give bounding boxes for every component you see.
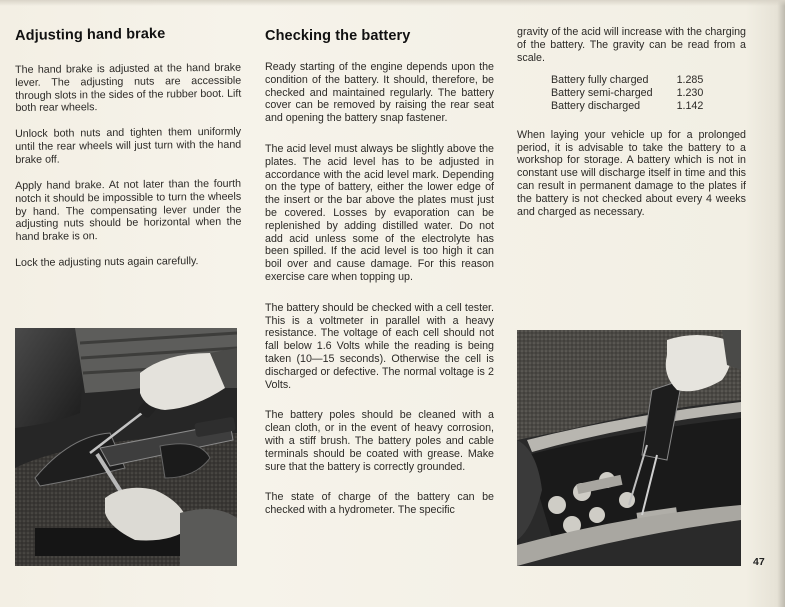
paragraph: The hand brake is adjusted at the hand brake lever. The adjusting nuts are accessible through slots in the sides of the rubber boot. Lift both rear wheels. <box>15 61 242 115</box>
paragraph: Apply hand brake. At not later than the fourth notch it should be impossible to turn the wheels by hand. The compensating lever under the adjusting nuts should be horizontal when the hand brake is on. <box>15 177 242 243</box>
gravity-label: Battery semi-charged <box>551 87 653 100</box>
section-heading-battery: Checking the battery <box>265 28 411 44</box>
battery-illustration <box>517 330 741 566</box>
paragraph: The acid level must always be slightly above the plates. The acid level has to be adjusted in accordance with the acid level mark. Depending on the type of battery, either the lower edge of the insert or the bar above the plates must just be covered. Losses by evaporation can be replenished by adding distilled water. Do not add acid unless some of the electrolyte has been spilled. If the acid level is too high it can boil over and cause damage. For this reason exercise care when topping up. <box>265 142 494 283</box>
paragraph: When laying your vehicle up for a prolonged period, it is advisable to take the battery to a workshop for storage. A battery which is not in constant use will discharge itself in time and this can result in permanent damage to the plates if the battery is not checked about every 4 weeks and charged as necessary. <box>517 128 746 218</box>
table-row <box>551 74 703 87</box>
gravity-value: 1.230 <box>676 87 704 100</box>
table-row <box>551 87 703 100</box>
page-number: 47 <box>753 556 765 568</box>
page-edge-shadow <box>0 0 785 6</box>
hand-brake-section <box>15 25 242 269</box>
paragraph: The battery poles should be cleaned with a clean cloth, or in the event of heavy corrosion, with a stiff brush. The battery poles and cable terminals should be coated with grease. Make sure that the battery is correctly grounded. <box>265 409 494 473</box>
paragraph: The state of charge of the battery can be checked with a hydrometer. The specific <box>265 491 494 517</box>
gravity-value: 1.142 <box>676 99 704 112</box>
hand-brake-photo <box>15 328 237 566</box>
battery-check-photo <box>517 330 741 566</box>
paragraph: Ready starting of the engine depends upon the condition of the battery. It should, therefore, be checked and maintained regularly. The battery cover can be removed by raising the rear seat and opening the battery snap fastener. <box>265 61 494 125</box>
gravity-value: 1.285 <box>676 74 704 87</box>
specific-gravity-table <box>551 74 703 112</box>
gravity-label: Battery fully charged <box>551 74 649 87</box>
paragraph: The battery should be checked with a cell tester. This is a voltmeter in parallel with a heavy resistance. The voltage of each cell should not fall below 1.6 Volts while the reading is being taken (10—15 seconds). Otherwise the cell is discharged or defective. The normal voltage is 2 Volts. <box>265 301 494 391</box>
paragraph: gravity of the acid will increase with the charging of the battery. The gravity can be read from a scale. <box>517 26 746 64</box>
table-row <box>551 100 703 113</box>
paragraph: Unlock both nuts and tighten them uniformly until the rear wheels will just turn with the hand brake off. <box>15 125 242 166</box>
hand-brake-illustration <box>15 328 237 566</box>
battery-continued-section <box>517 26 746 218</box>
battery-section <box>265 28 494 517</box>
gravity-label: Battery discharged <box>551 99 641 112</box>
section-heading-hand-brake: Adjusting hand brake <box>15 25 166 44</box>
paragraph: Lock the adjusting nuts again carefully. <box>15 254 199 269</box>
